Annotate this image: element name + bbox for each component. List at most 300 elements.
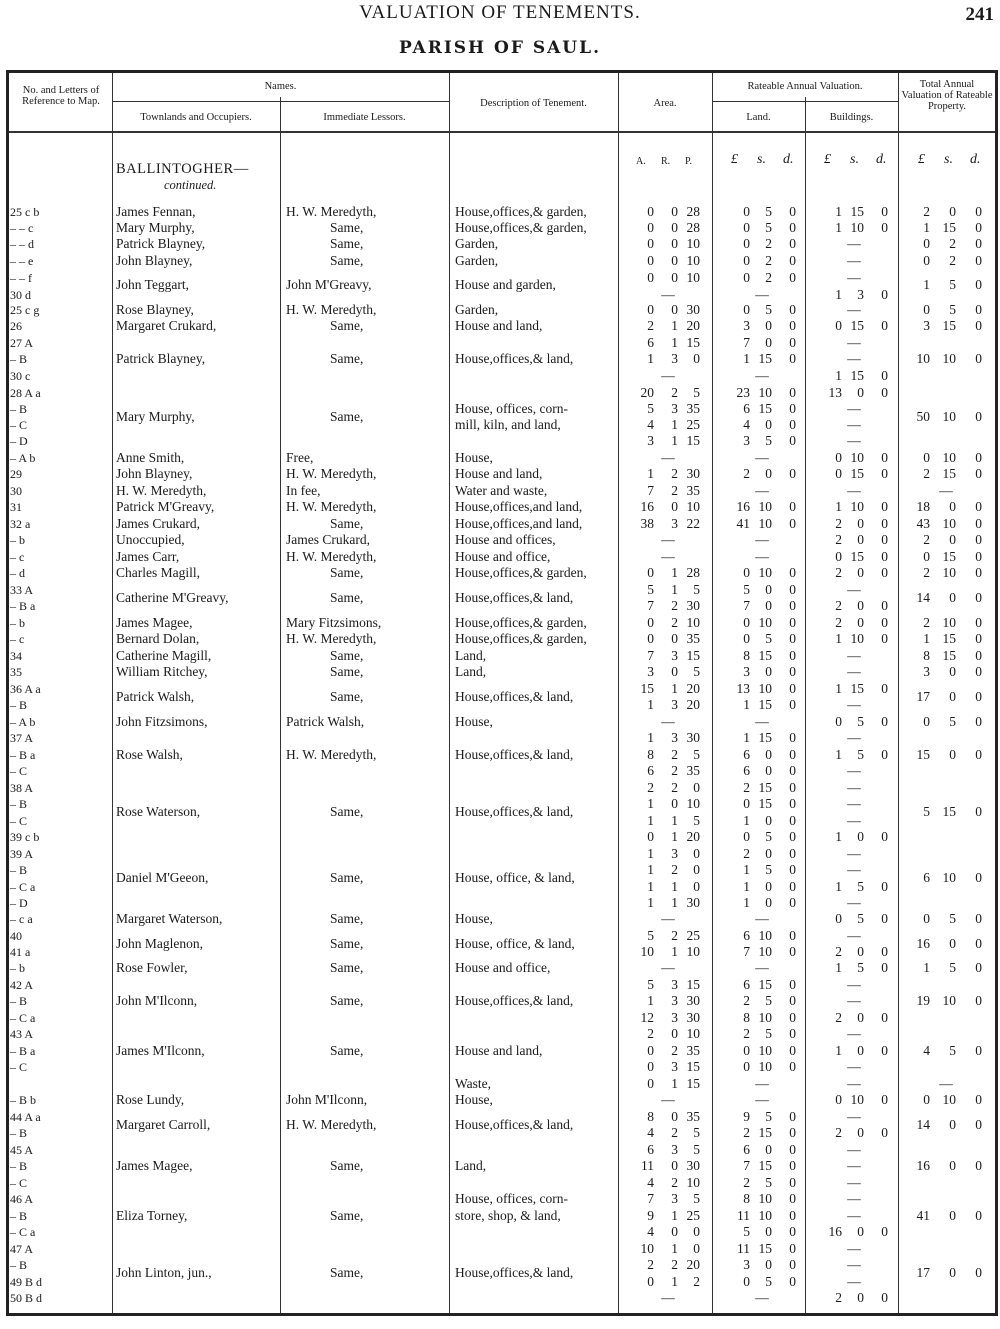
bld-value: 0 xyxy=(835,466,842,481)
area-value: 30 xyxy=(686,1010,700,1025)
tot-value: 0 xyxy=(975,1092,982,1107)
area-value: 0 xyxy=(647,236,654,251)
land-value: 15 xyxy=(758,351,772,366)
tot-value: 15 xyxy=(942,804,956,819)
area-value: 5 xyxy=(693,1125,700,1140)
names-subrule xyxy=(112,101,449,102)
land-value: 0 xyxy=(789,1274,796,1289)
bld-value: 0 xyxy=(881,565,888,580)
land-value: 6 xyxy=(743,401,750,416)
tenement-description: House, offices, corn- xyxy=(455,1191,568,1206)
map-reference: – c a xyxy=(10,912,33,926)
tot-value: 10 xyxy=(942,615,956,630)
land-value: 0 xyxy=(743,829,750,844)
area-value: 1 xyxy=(647,697,654,712)
occupier-name: James Carr, xyxy=(116,549,180,564)
table-row xyxy=(0,1142,1000,1158)
tot-value: 0 xyxy=(975,1265,982,1280)
bld-value: 0 xyxy=(835,318,842,333)
area-value: 2 xyxy=(671,385,678,400)
land-value: 7 xyxy=(743,944,750,959)
bld-blank: — xyxy=(847,1274,861,1289)
tot-value: 0 xyxy=(975,565,982,580)
map-reference: – B xyxy=(10,1209,28,1223)
area-value: 28 xyxy=(686,565,700,580)
lessor-name: Patrick Walsh, xyxy=(286,714,365,729)
table-row xyxy=(0,631,1000,647)
table-row xyxy=(0,1274,1000,1290)
land-value: 1 xyxy=(743,351,750,366)
land-value: 10 xyxy=(758,516,772,531)
area-value: 2 xyxy=(647,780,654,795)
tot-blank: — xyxy=(939,1076,953,1091)
table-row xyxy=(0,1059,1000,1075)
area-value: 1 xyxy=(671,681,678,696)
bld-value: 5 xyxy=(857,911,864,926)
tot-value: 10 xyxy=(942,565,956,580)
area-value: 25 xyxy=(686,417,700,432)
area-value: 3 xyxy=(647,433,654,448)
land-value: 7 xyxy=(743,598,750,613)
occupier-name: Unoccupied, xyxy=(116,532,185,547)
tenement-description: store, shop, & land, xyxy=(455,1208,561,1223)
land-value: 6 xyxy=(743,1142,750,1157)
occupier-name: John Fitzsimons, xyxy=(116,714,208,729)
area-value: 3 xyxy=(647,664,654,679)
bld-blank: — xyxy=(847,697,861,712)
area-value: 2 xyxy=(671,862,678,877)
land-value: 0 xyxy=(743,1274,750,1289)
land-value: 0 xyxy=(789,895,796,910)
area-value: 3 xyxy=(671,1059,678,1074)
table-row xyxy=(0,879,1000,895)
map-reference: 47 A xyxy=(10,1242,34,1256)
area-value: 35 xyxy=(686,763,700,778)
header-lessors: Immediate Lessors. xyxy=(323,112,406,123)
map-reference: 46 A xyxy=(10,1192,34,1206)
unit-pence: d. xyxy=(970,152,981,167)
tot-value: 19 xyxy=(916,993,930,1008)
tenement-description: Land, xyxy=(455,664,487,679)
lessor-name: Same, xyxy=(330,1158,364,1173)
bld-value: 0 xyxy=(857,1010,864,1025)
bld-blank: — xyxy=(847,351,861,366)
tot-value: 15 xyxy=(942,549,956,564)
tot-value: 0 xyxy=(975,804,982,819)
bld-value: 0 xyxy=(881,318,888,333)
tenement-description: House,offices,& land, xyxy=(455,590,574,605)
lessor-name: Same, xyxy=(330,648,364,663)
map-reference: – B a xyxy=(10,599,36,613)
tot-value: 0 xyxy=(975,590,982,605)
map-reference: 26 xyxy=(10,319,22,333)
map-reference: – B xyxy=(10,402,28,416)
area-value: 2 xyxy=(671,780,678,795)
area-value: 12 xyxy=(640,1010,654,1025)
lessor-name: Same, xyxy=(330,993,364,1008)
area-value: 9 xyxy=(647,1208,654,1223)
land-value: 6 xyxy=(743,747,750,762)
area-value: 2 xyxy=(671,747,678,762)
area-value: 20 xyxy=(686,697,700,712)
area-value: 6 xyxy=(647,763,654,778)
lessor-name: H. W. Meredyth, xyxy=(286,1117,377,1132)
tot-value: 0 xyxy=(975,549,982,564)
land-blank: — xyxy=(755,450,769,465)
land-value: 1 xyxy=(743,730,750,745)
area-value: 20 xyxy=(686,318,700,333)
table-row xyxy=(0,417,1000,433)
table-row xyxy=(0,302,1000,318)
land-blank: — xyxy=(755,714,769,729)
tot-value: 0 xyxy=(975,993,982,1008)
area-value: 7 xyxy=(647,1191,654,1206)
map-reference: 33 A xyxy=(10,583,34,597)
land-value: 0 xyxy=(789,829,796,844)
area-value: 0 xyxy=(693,862,700,877)
tot-value: 14 xyxy=(916,590,930,605)
land-value: 41 xyxy=(736,516,750,531)
tot-value: 5 xyxy=(949,714,956,729)
land-value: 0 xyxy=(789,1010,796,1025)
area-value: 1 xyxy=(671,335,678,350)
bld-value: 0 xyxy=(857,1224,864,1239)
land-value: 0 xyxy=(789,747,796,762)
lessor-name: Same, xyxy=(330,318,364,333)
map-reference: 31 xyxy=(10,500,22,514)
land-value: 0 xyxy=(743,615,750,630)
area-value: 10 xyxy=(686,253,700,268)
area-value: 3 xyxy=(671,401,678,416)
land-value: 0 xyxy=(789,466,796,481)
table-row xyxy=(0,1125,1000,1141)
tenement-description: House,offices,& land, xyxy=(455,993,574,1008)
bld-value: 1 xyxy=(835,829,842,844)
area-value: 1 xyxy=(671,879,678,894)
tenement-description: House and land, xyxy=(455,318,543,333)
land-value: 1 xyxy=(743,697,750,712)
header-buildings: Buildings. xyxy=(829,112,874,123)
area-value: 35 xyxy=(686,1109,700,1124)
map-reference: – B xyxy=(10,1159,28,1173)
bld-blank: — xyxy=(847,1109,861,1124)
area-value: 20 xyxy=(686,681,700,696)
land-value: 0 xyxy=(743,253,750,268)
bld-value: 0 xyxy=(881,747,888,762)
land-value: 2 xyxy=(743,1125,750,1140)
bld-value: 1 xyxy=(835,631,842,646)
unit-shillings: s. xyxy=(757,152,766,167)
area-value: 0 xyxy=(671,236,678,251)
area-value: 1 xyxy=(671,318,678,333)
map-reference: 39 A xyxy=(10,847,34,861)
townland-heading: BALLINTOGHER— xyxy=(116,161,249,177)
bld-value: 0 xyxy=(881,879,888,894)
land-value: 6 xyxy=(743,928,750,943)
map-reference: – – c xyxy=(10,221,34,235)
bld-value: 5 xyxy=(857,714,864,729)
lessor-name: John M'Ilconn, xyxy=(286,1092,368,1107)
parish-title: PARISH OF SAUL. xyxy=(398,38,602,58)
tot-value: 17 xyxy=(916,1265,930,1280)
area-value: 5 xyxy=(693,747,700,762)
land-value: 0 xyxy=(765,598,772,613)
area-value: 10 xyxy=(640,944,654,959)
lessor-name: Same, xyxy=(330,253,364,268)
tot-value: 15 xyxy=(942,220,956,235)
bld-value: 15 xyxy=(850,318,864,333)
tot-value: 0 xyxy=(975,450,982,465)
table-row xyxy=(0,1010,1000,1026)
area-value: 2 xyxy=(671,1257,678,1272)
land-value: 3 xyxy=(743,318,750,333)
tenement-description: House,offices,& garden, xyxy=(455,565,587,580)
table-row xyxy=(0,615,1000,631)
area-value: 0 xyxy=(647,1059,654,1074)
tot-value: 10 xyxy=(916,351,930,366)
occupier-name: Margaret Carroll, xyxy=(116,1117,211,1132)
area-value: 15 xyxy=(686,648,700,663)
area-value: 10 xyxy=(686,796,700,811)
area-value: 2 xyxy=(693,1274,700,1289)
land-value: 3 xyxy=(743,433,750,448)
occupier-name: John M'Ilconn, xyxy=(116,993,198,1008)
area-blank: — xyxy=(661,714,675,729)
area-value: 0 xyxy=(647,302,654,317)
area-value: 4 xyxy=(647,1224,654,1239)
land-value: 0 xyxy=(789,813,796,828)
table-row xyxy=(0,450,1000,466)
land-value: 11 xyxy=(737,1208,750,1223)
lessor-name: Same, xyxy=(330,590,364,605)
map-reference: – B xyxy=(10,1258,28,1272)
bld-blank: — xyxy=(847,862,861,877)
bld-value: 0 xyxy=(881,681,888,696)
bld-blank: — xyxy=(847,1076,861,1091)
land-value: 0 xyxy=(765,763,772,778)
area-value: 25 xyxy=(686,928,700,943)
land-value: 0 xyxy=(765,318,772,333)
map-reference: 25 c g xyxy=(10,303,40,317)
land-value: 7 xyxy=(743,335,750,350)
land-value: 0 xyxy=(743,796,750,811)
area-value: 15 xyxy=(686,1059,700,1074)
tenement-description: House, xyxy=(455,450,493,465)
occupier-name: Margaret Waterson, xyxy=(116,911,223,926)
tot-value: 0 xyxy=(975,318,982,333)
bld-blank: — xyxy=(847,1059,861,1074)
area-value: 0 xyxy=(693,879,700,894)
tot-value: 0 xyxy=(975,351,982,366)
bld-value: 3 xyxy=(857,287,864,302)
map-reference: 42 A xyxy=(10,978,34,992)
bld-value: 2 xyxy=(835,944,842,959)
tot-value: 2 xyxy=(949,253,956,268)
tot-value: 0 xyxy=(949,1208,956,1223)
land-value: 0 xyxy=(789,565,796,580)
bld-blank: — xyxy=(847,730,861,745)
tenement-description: House and offices, xyxy=(455,532,556,547)
land-value: 0 xyxy=(789,433,796,448)
occupier-name: Rose Waterson, xyxy=(116,804,201,819)
area-value: 20 xyxy=(640,385,654,400)
table-row xyxy=(0,1290,1000,1306)
bld-value: 15 xyxy=(850,681,864,696)
land-value: 0 xyxy=(743,270,750,285)
map-reference: 41 a xyxy=(10,945,31,959)
land-value: 0 xyxy=(789,1257,796,1272)
area-value: 0 xyxy=(671,499,678,514)
tot-value: 0 xyxy=(975,253,982,268)
area-value: 2 xyxy=(671,598,678,613)
unit-pounds: £ xyxy=(824,152,831,167)
unit-acres: A. xyxy=(636,156,646,167)
land-value: 2 xyxy=(765,270,772,285)
area-value: 0 xyxy=(671,302,678,317)
area-value: 2 xyxy=(671,466,678,481)
bld-value: 0 xyxy=(835,714,842,729)
lessor-name: James Crukard, xyxy=(286,532,370,547)
tot-value: 0 xyxy=(923,236,930,251)
map-reference: 30 xyxy=(10,484,22,498)
tenement-description: mill, kiln, and land, xyxy=(455,417,561,432)
bld-value: 0 xyxy=(881,1224,888,1239)
tenement-description: House,offices,& land, xyxy=(455,747,574,762)
tot-value: 0 xyxy=(975,220,982,235)
map-reference: – B xyxy=(10,863,28,877)
area-value: 0 xyxy=(671,664,678,679)
land-value: 5 xyxy=(765,1026,772,1041)
header-land: Land. xyxy=(746,112,771,123)
area-value: 0 xyxy=(671,1158,678,1173)
bld-value: 0 xyxy=(881,385,888,400)
table-row xyxy=(0,993,1000,1009)
lessor-name: Same, xyxy=(330,409,364,424)
bld-value: 0 xyxy=(881,1125,888,1140)
bld-value: 0 xyxy=(881,549,888,564)
area-value: 10 xyxy=(686,236,700,251)
lessor-name: Same, xyxy=(330,1265,364,1280)
tot-value: 5 xyxy=(949,302,956,317)
tot-value: 0 xyxy=(949,936,956,951)
bld-blank: — xyxy=(847,648,861,663)
land-value: 0 xyxy=(789,763,796,778)
occupier-name: Bernard Dolan, xyxy=(116,631,200,646)
area-value: 7 xyxy=(647,598,654,613)
table-row xyxy=(0,220,1000,236)
land-value: 0 xyxy=(789,846,796,861)
area-blank: — xyxy=(661,549,675,564)
land-value: 8 xyxy=(743,1010,750,1025)
table-row xyxy=(0,318,1000,334)
land-value: 0 xyxy=(743,236,750,251)
occupier-name: John Blayney, xyxy=(116,466,193,481)
occupier-name: Rose Fowler, xyxy=(116,960,188,975)
land-value: 0 xyxy=(789,664,796,679)
land-value: 15 xyxy=(758,1241,772,1256)
tot-value: 43 xyxy=(916,516,930,531)
area-value: 1 xyxy=(647,862,654,877)
land-value: 0 xyxy=(789,1026,796,1041)
bld-value: 0 xyxy=(881,204,888,219)
tot-value: 0 xyxy=(975,1117,982,1132)
tot-value: 10 xyxy=(942,1092,956,1107)
bld-value: 0 xyxy=(857,565,864,580)
map-reference: – B xyxy=(10,352,28,366)
area-value: 10 xyxy=(686,944,700,959)
land-value: 0 xyxy=(789,615,796,630)
map-reference: – D xyxy=(10,434,28,448)
lessor-name: Same, xyxy=(330,870,364,885)
land-value: 0 xyxy=(789,236,796,251)
area-value: 0 xyxy=(647,615,654,630)
land-value: 10 xyxy=(758,944,772,959)
bld-value: 1 xyxy=(835,681,842,696)
bld-value: 16 xyxy=(828,1224,842,1239)
occupier-name: Patrick M'Greavy, xyxy=(116,499,215,514)
area-value: 15 xyxy=(640,681,654,696)
occupier-name: H. W. Meredyth, xyxy=(116,483,207,498)
land-value: 0 xyxy=(789,401,796,416)
land-value: 10 xyxy=(758,615,772,630)
area-value: 1 xyxy=(647,351,654,366)
tot-value: 50 xyxy=(916,409,930,424)
tot-value: 0 xyxy=(975,631,982,646)
bld-value: 0 xyxy=(881,911,888,926)
bld-blank: — xyxy=(847,1257,861,1272)
unit-roods: R. xyxy=(661,156,671,167)
area-value: 15 xyxy=(686,335,700,350)
area-value: 0 xyxy=(647,1076,654,1091)
land-value: 0 xyxy=(789,270,796,285)
occupier-name: Mary Murphy, xyxy=(116,220,195,235)
area-value: 6 xyxy=(647,1142,654,1157)
table-row xyxy=(0,1076,1000,1092)
tot-value: 0 xyxy=(975,1208,982,1223)
area-value: 5 xyxy=(693,385,700,400)
table-row xyxy=(0,433,1000,449)
table-row xyxy=(0,1191,1000,1207)
map-reference: – c xyxy=(10,550,25,564)
bld-value: 5 xyxy=(857,879,864,894)
occupier-name: Patrick Walsh, xyxy=(116,689,195,704)
bld-blank: — xyxy=(847,236,861,251)
bld-value: 1 xyxy=(835,204,842,219)
tenement-description: House,offices,& land, xyxy=(455,804,574,819)
occupier-name: James Fennan, xyxy=(116,204,196,219)
bld-value: 10 xyxy=(850,631,864,646)
map-reference: – c xyxy=(10,632,25,646)
land-value: 0 xyxy=(789,1158,796,1173)
bld-value: 0 xyxy=(857,615,864,630)
area-value: 5 xyxy=(647,977,654,992)
map-reference: – – f xyxy=(10,271,32,285)
map-reference: – C xyxy=(10,814,28,828)
land-value: 0 xyxy=(743,220,750,235)
bld-value: 0 xyxy=(857,516,864,531)
land-value: 0 xyxy=(789,335,796,350)
area-value: 0 xyxy=(693,846,700,861)
land-value: 0 xyxy=(789,499,796,514)
area-value: 2 xyxy=(671,928,678,943)
tot-value: 15 xyxy=(942,318,956,333)
unit-shillings: s. xyxy=(944,152,953,167)
lessor-name: Same, xyxy=(330,960,364,975)
land-value: 0 xyxy=(789,582,796,597)
map-reference: – B xyxy=(10,698,28,712)
land-value: 0 xyxy=(789,1142,796,1157)
bld-value: 1 xyxy=(835,1043,842,1058)
